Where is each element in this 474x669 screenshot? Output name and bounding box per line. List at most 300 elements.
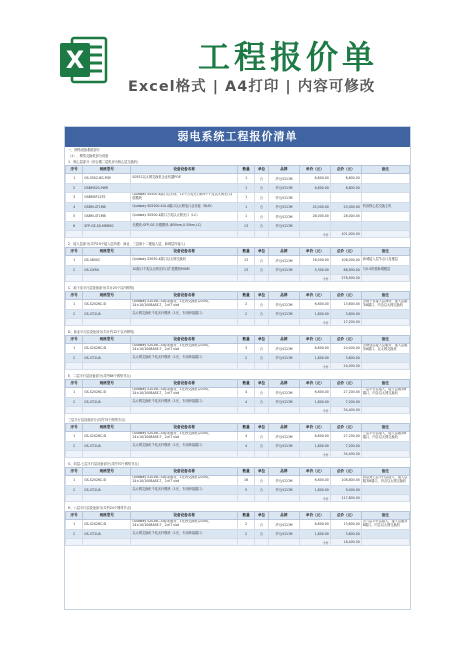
column-header: 数量: [237, 166, 254, 174]
subtotal-cell: [131, 451, 238, 458]
table-cell: 5: [237, 485, 254, 495]
column-header: 单位: [255, 248, 269, 256]
column-header: 单位: [255, 292, 269, 300]
subtotal-cell: [255, 451, 269, 458]
subtotal-cell: [83, 363, 131, 370]
column-header: 品牌: [268, 512, 299, 520]
section-line: H、八层平行层设备部分(共约24个网络节点): [68, 506, 132, 510]
column-header: 单位: [255, 468, 269, 476]
subtotal-cell: [83, 275, 131, 282]
table-cell: 1,800.00: [299, 485, 330, 495]
table-cell: 台: [255, 174, 269, 184]
table-cell: GS-S2026C-SI: [83, 344, 131, 354]
column-header: 备注: [361, 512, 409, 520]
table-cell: 台: [255, 202, 269, 212]
table-cell: 6,800.00: [299, 344, 330, 354]
column-header: 总价（元）: [330, 468, 361, 476]
subtotal-cell: [131, 407, 238, 414]
table-cell: Quidway S2026C-SI标准服务，1比特交换机(220V)，24×10/100BASE-T，2×IT slot: [131, 300, 238, 310]
column-header: 数量: [237, 248, 254, 256]
quote-table: [65, 379, 410, 414]
column-header: 规格型号: [83, 512, 131, 520]
table-cell: [361, 529, 409, 539]
table-row: [66, 388, 410, 398]
subtotal-cell: [361, 275, 409, 282]
subtotal-cell: [255, 539, 269, 546]
quote-table: [65, 335, 410, 370]
column-header: 数量: [237, 380, 254, 388]
column-header: 备注: [361, 380, 409, 388]
column-header: 规格型号: [83, 166, 131, 174]
table-row: [66, 485, 410, 495]
subtotal-cell: [361, 363, 409, 370]
table-row: [66, 300, 410, 310]
column-header: 单价（元）: [299, 248, 330, 256]
table-cell: 6,800.00: [299, 432, 330, 442]
table-row: [66, 441, 410, 451]
excel-x-icon: [58, 34, 110, 86]
table-cell: 含八层平行层接入，接入层服务8端口，内含以太网交换机: [361, 520, 409, 530]
table-cell: 1: [66, 300, 83, 310]
table-cell: Quidway S3050-4端口以太网交换机: [131, 256, 238, 266]
subtotal-cell: [268, 231, 299, 238]
table-cell: 6,800.00: [299, 174, 330, 184]
column-header: 单价（元）: [299, 336, 330, 344]
table-cell: GS-S2026C-SI: [83, 432, 131, 442]
subtotal-cell: 小计: [299, 275, 330, 282]
column-header: 品牌: [268, 166, 299, 174]
column-header: 设备设备名称: [131, 380, 238, 388]
section-line: 三层平行层设备部分(共约75个网络节点): [68, 418, 126, 422]
subtotal-cell: [66, 363, 83, 370]
section-line: 2、接入层部分(共约19个接入层所需：商业、三层和十二楼接入层，商城层内接入): [68, 242, 185, 246]
section-line: （1）、网络交换机部分设备: [68, 154, 109, 158]
table-cell: [361, 193, 409, 203]
table-cell: 台: [255, 256, 269, 266]
column-header: 数量: [237, 512, 254, 520]
table-cell: 10端口千兆以太网光纤口扩展模块MISM: [131, 265, 238, 275]
table-row: [66, 344, 410, 354]
table-cell: 13: [237, 221, 254, 231]
table-cell: 4: [237, 432, 254, 442]
table-row: [66, 221, 410, 231]
table-cell: 6,800.00: [299, 300, 330, 310]
column-header: 数量: [237, 468, 254, 476]
table-cell: 商城接入层节点口及楼层: [361, 256, 409, 266]
subtotal-cell: 24,000.00: [330, 363, 361, 370]
table-row: [66, 265, 410, 275]
column-header: 数量: [237, 336, 254, 344]
table-cell: 台: [255, 193, 269, 203]
column-header: 总价（元）: [330, 336, 361, 344]
table-row: [66, 353, 410, 363]
table-cell: 3: [237, 344, 254, 354]
table-cell: 华为/CCOM: [268, 353, 299, 363]
header-row: [66, 380, 410, 388]
table-cell: Quidway S2026C-SI标准服务，1比特交换机(220V)，24×10/100BASE-T，2×IT slot: [131, 476, 238, 486]
banner-title: 工程报价单: [198, 38, 379, 76]
table-cell: 2: [66, 265, 83, 275]
subtotal-cell: [237, 407, 254, 414]
table-cell: 13: [237, 265, 254, 275]
subtotal-cell: 小计: [299, 539, 330, 546]
table-cell: 28,000.00: [299, 212, 330, 222]
column-header: 设备设备名称: [131, 512, 238, 520]
table-cell: 以太网交换机千兆光纤模块（1光，专用跨接端口）: [131, 529, 238, 539]
table-cell: 台: [255, 441, 269, 451]
table-cell: 1: [66, 256, 83, 266]
table-cell: 1: [237, 193, 254, 203]
subtotal-cell: [255, 495, 269, 502]
column-header: 备注: [361, 336, 409, 344]
table-cell: GSBM520-PWR: [83, 183, 131, 193]
quote-table: [65, 247, 410, 282]
subtotal-cell: [268, 407, 299, 414]
table-cell: 以太网交换机千兆光纤模块（1光，专用跨接端口）: [131, 353, 238, 363]
table-cell: 4: [66, 202, 83, 212]
table-cell: 2: [237, 309, 254, 319]
subtotal-cell: 小计: [299, 319, 330, 326]
subtotal-cell: [361, 495, 409, 502]
subtotal-cell: 117,800.00: [330, 495, 361, 502]
column-header: 序号: [66, 336, 83, 344]
subtotal-cell: 101,000.00: [330, 231, 361, 238]
spacer: [65, 546, 410, 549]
table-cell: 27,200.00: [330, 432, 361, 442]
subtotal-cell: [66, 495, 83, 502]
table-cell: [330, 221, 361, 231]
table-row: [66, 529, 410, 539]
table-row: [66, 183, 410, 193]
table-cell: [361, 353, 409, 363]
column-header: 设备设备名称: [131, 336, 238, 344]
table-cell: GS-S2026C-SI: [83, 300, 131, 310]
subtotal-cell: [83, 407, 131, 414]
table-cell: [299, 221, 330, 231]
quote-table: [65, 467, 410, 502]
column-header: 总价（元）: [330, 292, 361, 300]
table-cell: 28,000.00: [330, 212, 361, 222]
table-row: [66, 202, 410, 212]
table-cell: 2: [237, 520, 254, 530]
table-cell: 1,800.00: [299, 309, 330, 319]
column-header: 备注: [361, 424, 409, 432]
table-cell: 1,800.00: [299, 441, 330, 451]
table-cell: 20,400.00: [330, 344, 361, 354]
table-cell: 以太网交换机千兆光纤模块（1光，专用跨接端口）: [131, 485, 238, 495]
table-cell: [361, 485, 409, 495]
header-row: [66, 424, 410, 432]
table-cell: 与S-5所需新增楼层: [361, 265, 409, 275]
table-cell: Quidway S05500-4GL4端口以太网电口业务板（RJ45）: [131, 202, 238, 212]
table-cell: 13,600.00: [330, 300, 361, 310]
column-header: 总价（元）: [330, 380, 361, 388]
subtotal-cell: [66, 231, 83, 238]
table-row: [66, 309, 410, 319]
column-header: 品牌: [268, 248, 299, 256]
subtotal-cell: [361, 407, 409, 414]
table-cell: 1: [237, 212, 254, 222]
column-header: 序号: [66, 468, 83, 476]
subtotal-cell: [255, 275, 269, 282]
table-cell: 9,000.00: [330, 485, 361, 495]
header-row: [66, 468, 410, 476]
column-header: 单价（元）: [299, 424, 330, 432]
column-header: 设备设备名称: [131, 424, 238, 432]
table-cell: 台: [255, 265, 269, 275]
subtotal-cell: [66, 451, 83, 458]
column-header: 品牌: [268, 424, 299, 432]
table-cell: 华为/CCOM: [268, 344, 299, 354]
subtotal-cell: 17,200.00: [330, 319, 361, 326]
column-header: 备注: [361, 468, 409, 476]
header-row: [66, 166, 410, 174]
subtotal-cell: 小计: [299, 231, 330, 238]
table-cell: [361, 212, 409, 222]
subtotal-cell: 276,900.00: [330, 275, 361, 282]
table-cell: 6,800.00: [330, 174, 361, 184]
table-cell: 华为/CCOM: [268, 300, 299, 310]
column-header: 单位: [255, 336, 269, 344]
table-cell: 华为/CCOM: [268, 256, 299, 266]
column-header: 序号: [66, 512, 83, 520]
banner: [0, 0, 474, 112]
subtotal-cell: [268, 275, 299, 282]
table-cell: 13: [237, 256, 254, 266]
subtotal-cell: [237, 319, 254, 326]
subtotal-row: [66, 363, 410, 370]
column-header: 单价（元）: [299, 166, 330, 174]
table-cell: [361, 397, 409, 407]
table-cell: 1,800.00: [299, 353, 330, 363]
subtotal-cell: [237, 363, 254, 370]
table-cell: 台: [255, 353, 269, 363]
section-line: 1、核心层部分（综合楼二层机房为核心层交换机）: [68, 160, 141, 164]
table-row: [66, 432, 410, 442]
table-cell: 1: [66, 344, 83, 354]
subtotal-cell: [361, 539, 409, 546]
subtotal-cell: [237, 275, 254, 282]
table-cell: 台: [255, 344, 269, 354]
column-header: 单价（元）: [299, 380, 330, 388]
column-header: 序号: [66, 248, 83, 256]
subtotal-row: [66, 495, 410, 502]
subtotal-cell: [237, 451, 254, 458]
table-cell: 1: [66, 432, 83, 442]
header-row: [66, 292, 410, 300]
table-cell: GS-GT1UA: [83, 441, 131, 451]
table-cell: 27,200.00: [330, 388, 361, 398]
table-cell: 光模块-SFP-GE-多模模块-(850nm,0.55km,LC): [131, 221, 238, 231]
table-cell: GS-GT1UA: [83, 309, 131, 319]
column-header: 单价（元）: [299, 292, 330, 300]
table-cell: 5: [66, 212, 83, 222]
subtotal-cell: [268, 363, 299, 370]
column-header: 规格型号: [83, 248, 131, 256]
table-cell: 台: [255, 476, 269, 486]
column-header: 品牌: [268, 380, 299, 388]
table-cell: 3: [66, 193, 83, 203]
column-header: 总价（元）: [330, 424, 361, 432]
table-cell: 以太网交换机千兆光纤模块（1光，专用跨接端口）: [131, 309, 238, 319]
table-cell: [299, 193, 330, 203]
table-cell: 6,800.00: [330, 183, 361, 193]
column-header: 总价（元）: [330, 166, 361, 174]
sheet-body: [65, 147, 410, 549]
table-cell: 1: [66, 174, 83, 184]
section-line: D、商业平行层设备部分(共计约12个以内网络): [68, 330, 135, 334]
table-cell: 台: [255, 432, 269, 442]
table-cell: GS-GT1UA: [83, 485, 131, 495]
subtotal-cell: [83, 495, 131, 502]
table-cell: 二层平行层接入，接入层服务8端口，内含以太网交换机: [361, 388, 409, 398]
quote-table: [65, 291, 410, 326]
table-cell: 1: [237, 183, 254, 193]
table-cell: 6,800.00: [299, 476, 330, 486]
column-header: 备注: [361, 166, 409, 174]
table-cell: GS-S2026C-SI: [83, 388, 131, 398]
subtotal-cell: [237, 231, 254, 238]
table-cell: GS-S2026C-SI: [83, 520, 131, 530]
table-cell: Quidway S2026C-SI标准服务，1比特交换机(220V)，24×10/100BASE-T，2×IT slot: [131, 388, 238, 398]
quote-table: [65, 511, 410, 546]
subtotal-cell: 小计: [299, 407, 330, 414]
subtotal-row: [66, 539, 410, 546]
svg-text:X: X: [65, 46, 85, 74]
column-header: 设备设备名称: [131, 468, 238, 476]
table-cell: GS-GT1UA: [83, 397, 131, 407]
table-cell: 1: [66, 520, 83, 530]
table-cell: 华为/CCOM: [268, 388, 299, 398]
table-cell: 2: [66, 529, 83, 539]
subtotal-row: [66, 451, 410, 458]
subtotal-cell: [268, 319, 299, 326]
subtotal-cell: [66, 539, 83, 546]
table-cell: 华为/CCOM: [268, 485, 299, 495]
column-header: 序号: [66, 292, 83, 300]
table-cell: 2: [237, 300, 254, 310]
table-cell: Quidway S2026C-SI标准服务，1比特交换机(220V)，24×10/100BASE-T，2×IT slot: [131, 520, 238, 530]
table-cell: 25,000.00: [299, 202, 330, 212]
table-cell: 台: [255, 300, 269, 310]
subtotal-cell: [361, 319, 409, 326]
table-cell: 3,600.00: [330, 353, 361, 363]
table-cell: 含地下室接入层网络，接入层服务8端口，内含以太网交换机: [361, 300, 409, 310]
table-cell: 华为/CCOM: [268, 221, 299, 231]
table-cell: 三层平行层接入，接入层服务8端口，内含以太网交换机: [361, 432, 409, 442]
table-row: [66, 476, 410, 486]
table-cell: [361, 174, 409, 184]
column-header: 序号: [66, 424, 83, 432]
table-cell: 2: [66, 397, 83, 407]
table-cell: 7,200.00: [330, 441, 361, 451]
table-cell: GS-GT1UA: [83, 353, 131, 363]
table-cell: 25,000.00: [330, 202, 361, 212]
table-cell: GSBM-4T1MB: [83, 212, 131, 222]
table-cell: GS-5850C: [83, 256, 131, 266]
subtotal-cell: [361, 451, 409, 458]
table-cell: 16: [237, 476, 254, 486]
banner-subtitle: Excel格式 | A4打印 | 内容可修改: [128, 79, 376, 95]
table-cell: 4: [237, 397, 254, 407]
column-header: 规格型号: [83, 380, 131, 388]
column-header: 品牌: [268, 336, 299, 344]
subtotal-cell: [131, 231, 238, 238]
table-cell: 华为/CCOM: [268, 397, 299, 407]
table-row: [66, 193, 410, 203]
column-header: 数量: [237, 424, 254, 432]
column-header: 数量: [237, 292, 254, 300]
table-cell: 机房核心层交换主机: [361, 202, 409, 212]
table-cell: 台: [255, 520, 269, 530]
table-cell: 6: [66, 221, 83, 231]
subtotal-row: [66, 275, 410, 282]
table-cell: [131, 183, 238, 193]
section-line: 一、网络设备系统部分: [68, 148, 100, 152]
table-cell: GS-GT1UA: [83, 529, 131, 539]
table-cell: 1,800.00: [299, 529, 330, 539]
subtotal-cell: [83, 451, 131, 458]
column-header: 规格型号: [83, 292, 131, 300]
table-cell: 台: [255, 212, 269, 222]
subtotal-cell: 小计: [299, 451, 330, 458]
quote-sheet: [64, 126, 411, 610]
table-cell: 13,600.00: [330, 520, 361, 530]
table-cell: GS-5552-8G-POE: [83, 174, 131, 184]
table-cell: 68,900.00: [330, 265, 361, 275]
table-cell: 台: [255, 485, 269, 495]
table-cell: 华为/CCOM: [268, 193, 299, 203]
table-cell: 2: [66, 485, 83, 495]
subtotal-cell: [255, 363, 269, 370]
table-cell: 华为/CCOM: [268, 265, 299, 275]
table-cell: 16,000.00: [299, 256, 330, 266]
column-header: 品牌: [268, 468, 299, 476]
table-cell: [361, 309, 409, 319]
subtotal-cell: [268, 495, 299, 502]
column-header: 单位: [255, 512, 269, 520]
table-cell: GSBM5F12TE: [83, 193, 131, 203]
section-line: C、地下室平行层设备部分(共计25个以内网络): [68, 286, 135, 290]
column-header: 总价（元）: [330, 248, 361, 256]
table-row: [66, 174, 410, 184]
table-cell: 108,800.00: [330, 476, 361, 486]
subtotal-cell: [237, 495, 254, 502]
section-line: E、二层平行层设备部分(共约68个网络节点): [68, 374, 131, 378]
column-header: 规格型号: [83, 336, 131, 344]
subtotal-cell: 小计: [299, 495, 330, 502]
subtotal-cell: [255, 319, 269, 326]
subtotal-cell: [131, 319, 238, 326]
table-cell: 3,600.00: [330, 309, 361, 319]
table-cell: 华为/CCOM: [268, 183, 299, 193]
subtotal-cell: [66, 319, 83, 326]
table-row: [66, 397, 410, 407]
table-row: [66, 520, 410, 530]
subtotal-cell: [83, 539, 131, 546]
subtotal-cell: 18,400.00: [330, 539, 361, 546]
table-cell: 台: [255, 309, 269, 319]
table-cell: Quidway S0500-4端口以太网，12个万兆光口和4个千兆以太网光口扩展模块: [131, 193, 238, 203]
table-cell: 2: [237, 353, 254, 363]
table-cell: 华为/CCOM: [268, 202, 299, 212]
table-cell: 5,300.00: [299, 265, 330, 275]
table-cell: 2: [237, 529, 254, 539]
table-row: [66, 212, 410, 222]
column-header: 单位: [255, 380, 269, 388]
subtotal-cell: 34,400.00: [330, 451, 361, 458]
subtotal-cell: [255, 231, 269, 238]
